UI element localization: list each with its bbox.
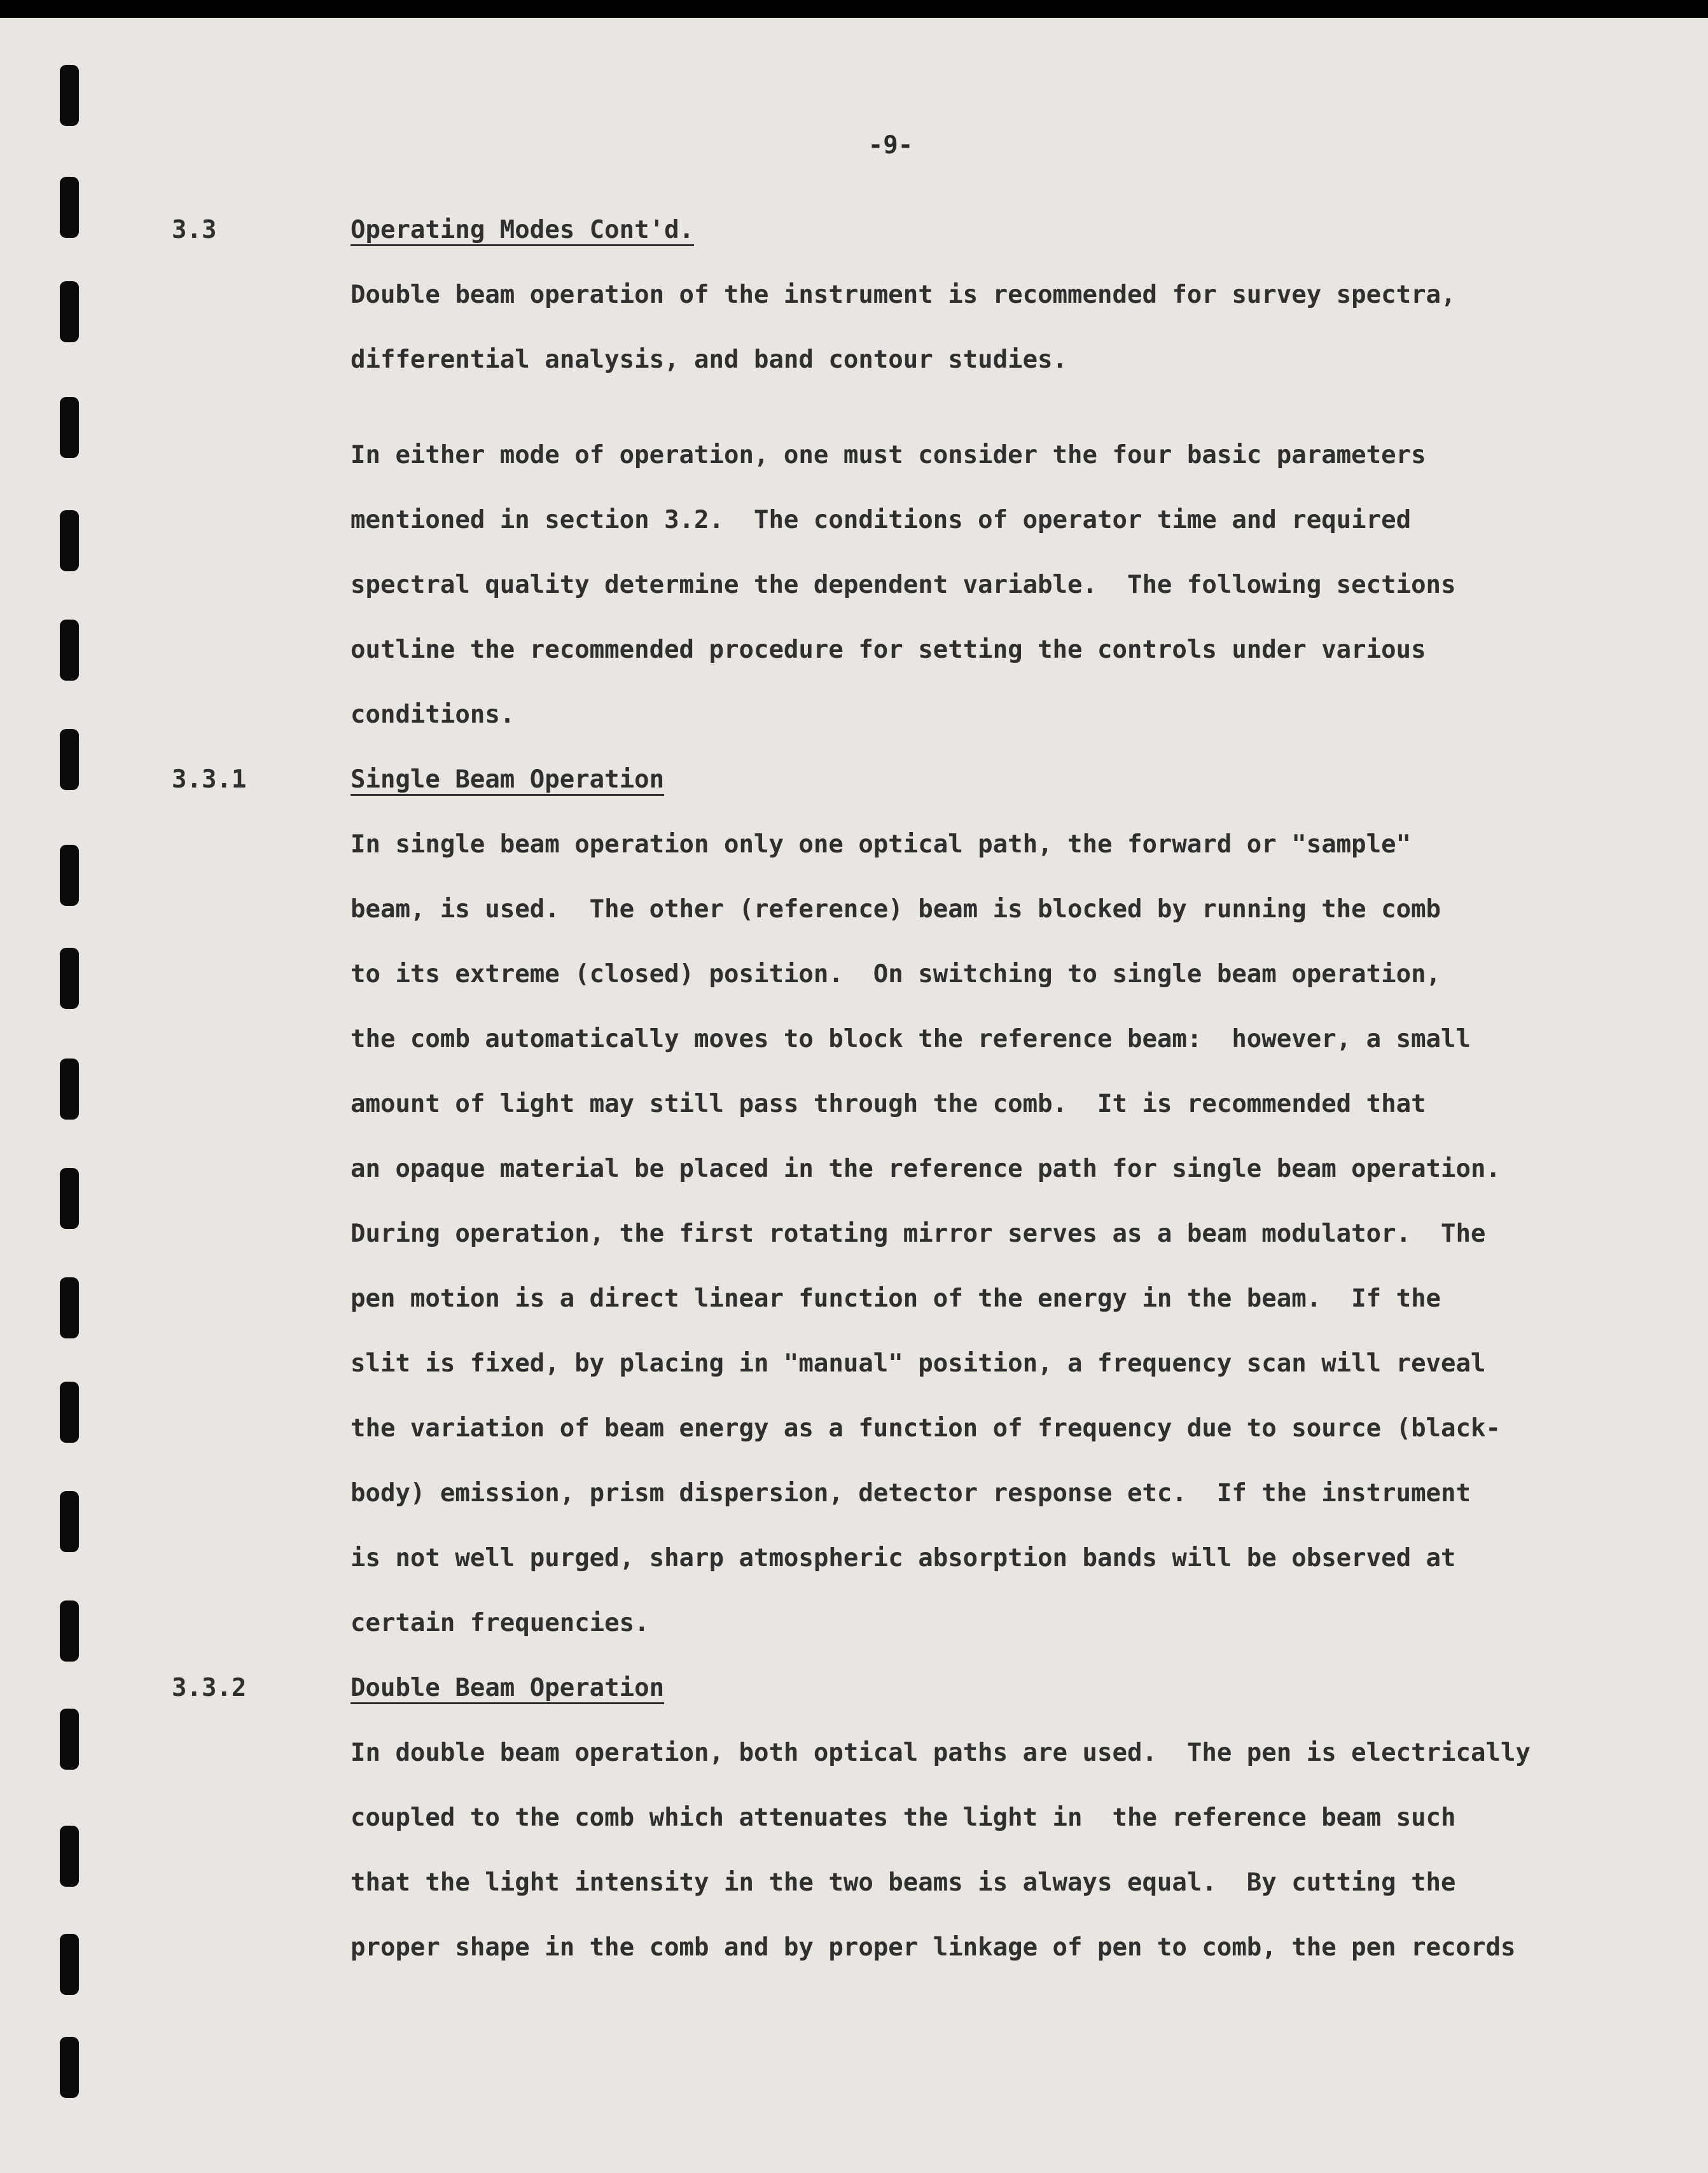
body-line: slit is fixed, by placing in "manual" position, a frequency scan will reveal <box>351 1349 1486 1378</box>
binding-hole <box>60 65 79 126</box>
body-line: differential analysis, and band contour studies. <box>351 345 1068 374</box>
body-line: an opaque material be placed in the reference path for single beam operation. <box>351 1155 1501 1183</box>
page-number: -9- <box>868 131 913 160</box>
body-line: amount of light may still pass through the comb. It is recommended that <box>351 1090 1426 1118</box>
body-line: Double beam operation of the instrument is recommended for survey spectra, <box>351 281 1456 309</box>
body-line: pen motion is a direct linear function of the energy in the beam. If the <box>351 1284 1441 1313</box>
binding-hole <box>60 2037 79 2098</box>
body-line: In single beam operation only one optical path, the forward or "sample" <box>351 830 1412 859</box>
section-heading: Operating Modes Cont'd. <box>351 216 695 244</box>
binding-hole <box>60 177 79 238</box>
binding-hole <box>60 729 79 790</box>
binding-hole <box>60 397 79 458</box>
binding-hole <box>60 1826 79 1887</box>
body-line: the variation of beam energy as a function of frequency due to source (black- <box>351 1414 1501 1443</box>
section-heading: Double Beam Operation <box>351 1674 665 1702</box>
binding-hole <box>60 845 79 906</box>
body-line: In either mode of operation, one must consider the four basic parameters <box>351 441 1426 469</box>
binding-hole <box>60 1709 79 1770</box>
document-page <box>0 18 1708 2173</box>
body-line: coupled to the comb which attenuates the light in the reference beam such <box>351 1803 1456 1832</box>
section-number: 3.3.2 <box>172 1674 247 1702</box>
binding-hole <box>60 1600 79 1662</box>
binding-hole <box>60 1934 79 1995</box>
binding-hole <box>60 281 79 342</box>
body-line: spectral quality determine the dependent variable. The following sections <box>351 571 1456 599</box>
body-line: is not well purged, sharp atmospheric absorption bands will be observed at <box>351 1544 1456 1572</box>
section-heading: Single Beam Operation <box>351 765 665 794</box>
body-line: outline the recommended procedure for setting the controls under various <box>351 635 1426 664</box>
body-line: conditions. <box>351 700 515 729</box>
body-line: certain frequencies. <box>351 1609 649 1637</box>
body-line: proper shape in the comb and by proper linkage of pen to comb, the pen records <box>351 1933 1516 1962</box>
binding-hole <box>60 1059 79 1120</box>
body-line: In double beam operation, both optical paths are used. The pen is electrically <box>351 1739 1531 1767</box>
binding-hole <box>60 1491 79 1552</box>
section-number: 3.3.1 <box>172 765 247 794</box>
body-line: body) emission, prism dispersion, detector response etc. If the instrument <box>351 1479 1471 1508</box>
section-number: 3.3 <box>172 216 217 244</box>
binding-hole <box>60 1277 79 1338</box>
binding-hole <box>60 1168 79 1229</box>
binding-hole <box>60 948 79 1009</box>
body-line: that the light intensity in the two beams is always equal. By cutting the <box>351 1868 1456 1897</box>
binding-hole <box>60 510 79 571</box>
body-line: beam, is used. The other (reference) beam is blocked by running the comb <box>351 895 1441 924</box>
body-line: mentioned in section 3.2. The conditions of operator time and required <box>351 506 1412 534</box>
body-line: During operation, the first rotating mirror serves as a beam modulator. The <box>351 1219 1486 1248</box>
body-line: to its extreme (closed) position. On switching to single beam operation, <box>351 960 1441 989</box>
binding-hole <box>60 1382 79 1443</box>
body-line: the comb automatically moves to block the reference beam: however, a small <box>351 1025 1471 1053</box>
binding-hole <box>60 620 79 681</box>
